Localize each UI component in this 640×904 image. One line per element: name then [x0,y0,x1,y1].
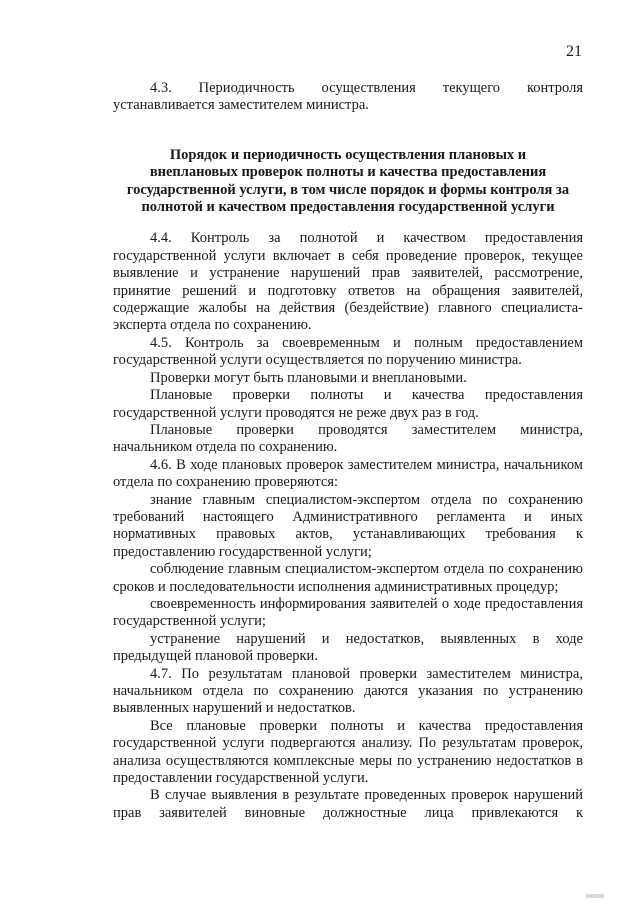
paragraph-4-3: 4.3. Периодичность осуществления текущего контроля устанавливается заместителем министра. [113,80,583,114]
list-item-knowledge: знание главным специалистом-экспертом отдела по сохранению требований настоящего Административного регламента и иных нормативных правовых актов, устанавливающих требования к предоставлению государственной услуги; [113,491,583,560]
paragraph-check-types: Проверки могут быть плановыми и внеплановыми. [150,369,467,386]
paragraph-4-5: 4.5. Контроль за своевременным и полным предоставлением государственной услуги осуществляется по поручению министра. [113,334,583,369]
page-number: 21 [566,43,582,60]
list-item-informing: своевременность информирования заявителей о ходе предоставления государственной услуги; [113,595,583,630]
paragraph-check-frequency: Плановые проверки полноты и качества предоставления государственной услуги проводятся не реже двух раз в год. [113,387,583,421]
paragraph-4-4: 4.4. Контроль за полнотой и качеством предоставления государственной услуги включает в себя проведение проверок, текущее выявление и устранение нарушений прав заявителей, рассмотрение, принятие решений и подготовку ответов на обращения заявителей, содержащие жалобы на действия (бездействие) главного специалиста-эксперта отдела по сохранению. [113,230,583,334]
section-heading [113,147,583,217]
heading-line: внеплановых проверок полноты и качества предоставления [149,164,547,181]
paragraph-analysis: Все плановые проверки полноты и качества предоставления государственной услуги подвергаются анализу. По результатам проверок, анализа осуществляются комплексные меры по устранению недостатков в предоставлении государственной услуги. [113,717,583,787]
scan-artifact [586,894,604,898]
document-body [113,80,583,822]
heading-line: полнотой и качеством предоставления государственной услуги [141,199,555,216]
paragraph-4-7: 4.7. По результатам плановой проверки заместителем министра, начальником отдела по сохранению даются указания по устранению выявленных нарушений и недостатков. [113,665,583,717]
heading-line: Порядок и периодичность осуществления плановых и [169,146,527,163]
heading-line: государственной услуги, в том числе порядок и формы контроля за [126,181,570,198]
paragraph-4-6: 4.6. В ходе плановых проверок заместителем министра, начальником отдела по сохранению проверяются: [113,456,583,491]
paragraph-violations: В случае выявления в результате проведенных проверок нарушений прав заявителей виновные должностные лица привлекаются к [113,787,583,821]
list-item-compliance: соблюдение главным специалистом-экспертом отдела по сохранению сроков и последовательности исполнения административных процедур; [113,561,583,595]
list-item-elimination: устранение нарушений и недостатков, выявленных в ходе предыдущей плановой проверки. [113,630,583,665]
paragraph-check-performers: Плановые проверки проводятся заместителем министра, начальником отдела по сохранению. [113,421,583,456]
